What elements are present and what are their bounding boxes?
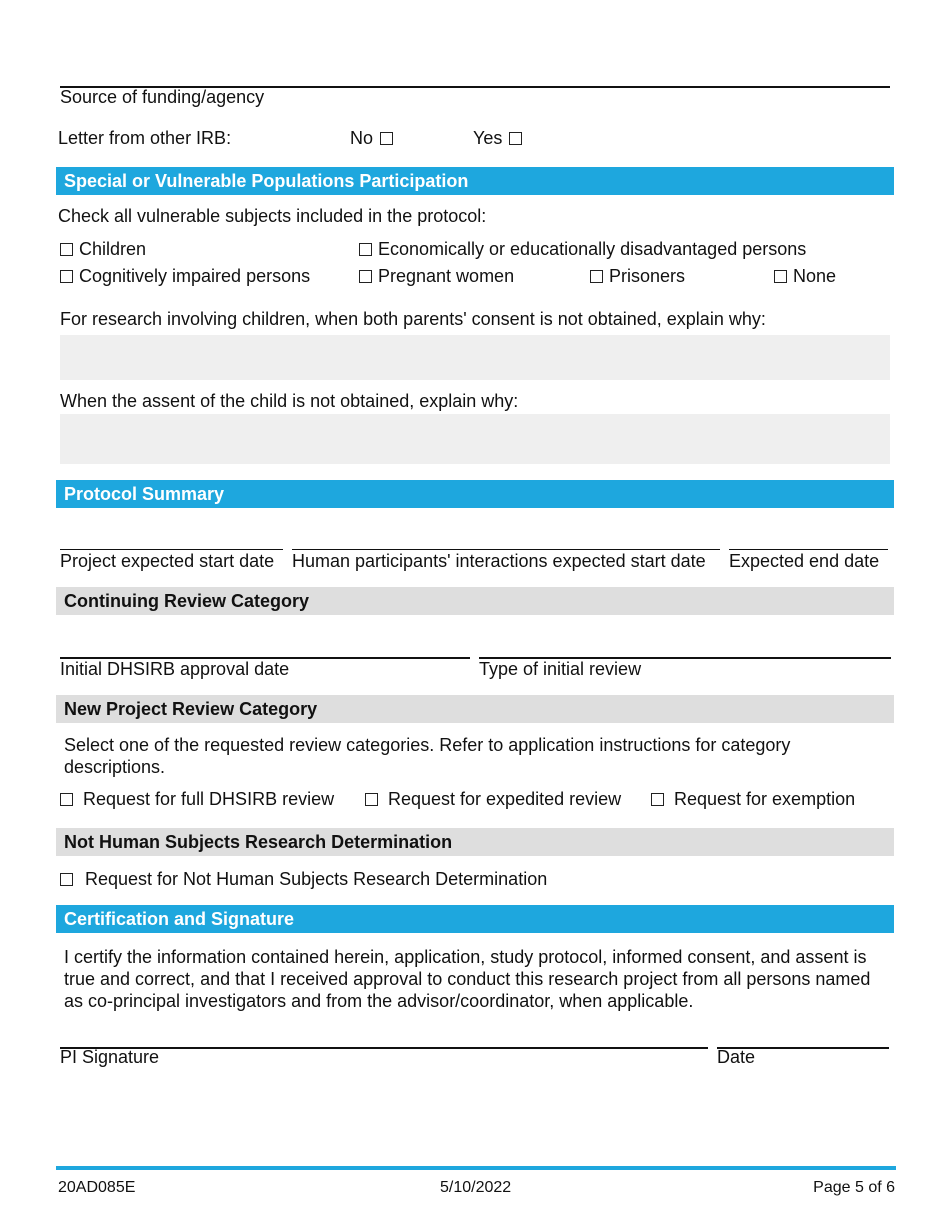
economic-label: Economically or educationally disadvantaged persons bbox=[378, 239, 807, 259]
option-cognitive[interactable] bbox=[60, 266, 310, 287]
signature-date-label: Date bbox=[717, 1047, 756, 1067]
nhsr-section-header: Not Human Subjects Research Determination bbox=[56, 828, 894, 856]
exemption-label: Request for exemption bbox=[674, 789, 856, 809]
new-project-section-header: New Project Review Category bbox=[56, 695, 894, 723]
cognitive-label: Cognitively impaired persons bbox=[79, 266, 311, 286]
start-date-label: Project expected start date bbox=[60, 551, 275, 571]
irb-letter-label: Letter from other IRB: bbox=[58, 128, 232, 148]
cognitive-checkbox[interactable] bbox=[60, 270, 73, 283]
expedited-review-checkbox[interactable] bbox=[365, 793, 378, 806]
expedited-review-label: Request for expedited review bbox=[388, 789, 622, 809]
option-prisoners[interactable] bbox=[590, 266, 685, 287]
economic-checkbox[interactable] bbox=[359, 243, 372, 256]
child-assent-question: When the assent of the child is not obtained, explain why: bbox=[60, 391, 519, 411]
vulnerable-instruction: Check all vulnerable subjects included in the protocol: bbox=[58, 206, 487, 226]
footer-page-number: Page 5 of 6 bbox=[813, 1179, 895, 1196]
review-type-label: Type of initial review bbox=[479, 659, 642, 679]
none-label: None bbox=[793, 266, 837, 286]
interaction-date-line[interactable] bbox=[292, 549, 720, 550]
children-label: Children bbox=[79, 239, 147, 259]
certification-section-header: Certification and Signature bbox=[56, 905, 894, 933]
children-checkbox[interactable] bbox=[60, 243, 73, 256]
interaction-date-label: Human participants' interactions expected start date bbox=[292, 551, 706, 571]
prisoners-checkbox[interactable] bbox=[590, 270, 603, 283]
nhsr-checkbox[interactable] bbox=[60, 873, 73, 886]
irb-letter-yes-label: Yes bbox=[473, 128, 503, 148]
full-review-label: Request for full DHSIRB review bbox=[83, 789, 335, 809]
vulnerable-section-header: Special or Vulnerable Populations Participation bbox=[56, 167, 894, 195]
children-consent-field[interactable] bbox=[60, 335, 890, 380]
pregnant-checkbox[interactable] bbox=[359, 270, 372, 283]
irb-letter-no-label: No bbox=[350, 128, 374, 148]
irb-letter-yes-option[interactable] bbox=[473, 128, 522, 149]
option-expedited-review[interactable] bbox=[365, 789, 621, 810]
children-consent-question: For research involving children, when both parents' consent is not obtained, explain why: bbox=[60, 309, 766, 329]
end-date-label: Expected end date bbox=[729, 551, 880, 571]
protocol-section-header: Protocol Summary bbox=[56, 480, 894, 508]
child-assent-field[interactable] bbox=[60, 414, 890, 464]
option-full-review[interactable] bbox=[60, 789, 334, 810]
none-checkbox[interactable] bbox=[774, 270, 787, 283]
signature-label: PI Signature bbox=[60, 1047, 160, 1067]
option-exemption[interactable] bbox=[651, 789, 855, 810]
end-date-line[interactable] bbox=[729, 549, 888, 550]
start-date-line[interactable] bbox=[60, 549, 283, 550]
irb-letter-no-checkbox[interactable] bbox=[380, 132, 393, 145]
footer-form-id: 20AD085E bbox=[58, 1179, 136, 1196]
option-pregnant[interactable] bbox=[359, 266, 514, 287]
option-none[interactable] bbox=[774, 266, 836, 287]
option-children[interactable] bbox=[60, 239, 146, 260]
footer-revision-date: 5/10/2022 bbox=[440, 1179, 512, 1196]
exemption-checkbox[interactable] bbox=[651, 793, 664, 806]
irb-letter-yes-checkbox[interactable] bbox=[509, 132, 522, 145]
footer-rule bbox=[56, 1166, 896, 1170]
new-project-instruction: Select one of the requested review categories. Refer to application instructions for category descriptions. bbox=[64, 735, 791, 777]
full-review-checkbox[interactable] bbox=[60, 793, 73, 806]
certification-text: I certify the information contained herein, application, study protocol, informed consent, and assent is true and correct, and that I received approval to conduct this research project from all persons named as co-principal investigators and from the advisor/coordinator, when applicable. bbox=[64, 947, 871, 1011]
continuing-section-header: Continuing Review Category bbox=[56, 587, 894, 615]
option-nhsr[interactable] bbox=[60, 869, 547, 890]
irb-letter-no-option[interactable] bbox=[350, 128, 393, 149]
funding-label: Source of funding/agency bbox=[60, 87, 265, 107]
nhsr-label: Request for Not Human Subjects Research Determination bbox=[85, 869, 548, 889]
pregnant-label: Pregnant women bbox=[378, 266, 515, 286]
prisoners-label: Prisoners bbox=[609, 266, 686, 286]
approval-date-label: Initial DHSIRB approval date bbox=[60, 659, 290, 679]
option-economic[interactable] bbox=[359, 239, 806, 260]
